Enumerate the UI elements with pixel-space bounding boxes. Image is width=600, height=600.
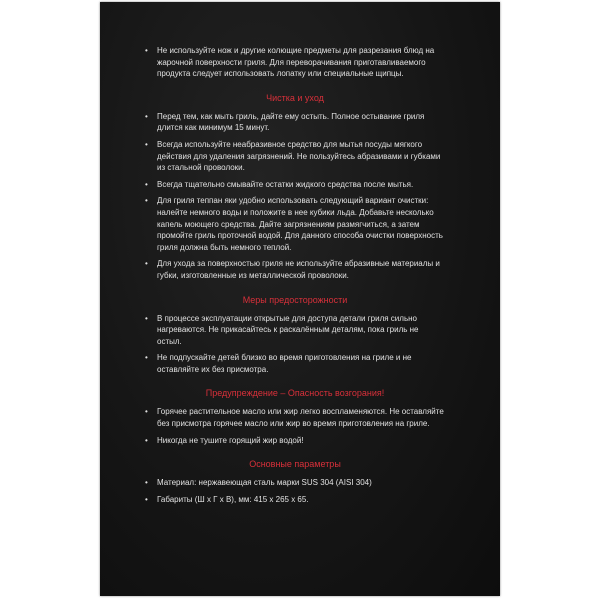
list-item: • Перед тем, как мыть гриль, дайте ему остыть. Полное остывание гриля длится как минимум 15 минут. [145,111,425,133]
list-item: • В процессе эксплуатации открытые для доступа детали гриля сильно нагреваются. Не прикасайтесь к раскалённым деталям, пока гриль не остыл. [145,313,419,346]
specs-list [145,477,445,505]
bullet-icon: • [145,259,148,269]
list-item: • Не используйте нож и другие колющие предметы для разрезания блюд на жарочной поверхности гриля. Для переворачивания приготавливаемого продукта следует использовать лопатку или специальные щипцы. [145,46,435,79]
list-item: • Никогда не тушите горящий жир водой! [145,435,304,445]
bullet-icon: • [145,139,148,149]
list-item: • Для ухода за поверхностью гриля не используйте абразивные материалы и губки, изготовленные из металлической проволоки. [145,259,440,280]
bullet-icon: • [145,179,148,189]
list-item: • Горячее растительное масло или жир легко воспламеняются. Не оставляйте без присмотра горячее масло или жир во время приготовления на гриле. [145,407,444,429]
section-title-specs: Основные параметры [249,459,341,470]
cleaning-list [145,111,445,282]
bullet-icon: • [145,478,148,488]
section-title-cleaning: Чистка и уход [266,92,324,103]
bullet-icon: • [145,313,148,323]
bullet-icon: • [145,407,148,417]
list-item: • Для гриля теппан яки удобно использовать следующий вариант очистки: налейте немного воды и положите в нее кубики льда. Добавьте несколько капель моющего средства. Дайте загрязнениям размягчиться, а затем промойте гриль проточной водой. Для данного способа очистки поверхность гриля должна быть немного теплой. [145,196,443,252]
bullet-icon: • [145,196,148,206]
list-item: • Всегда используйте неабразивное средство для мытья посуды мягкого действия для удаления загрязнений. Не пользуйтесь абразивами и губками из стальной проволоки. [145,139,441,173]
bullet-icon: • [145,435,148,445]
list-item: • Всегда тщательно смывайте остатки жидкого средства после мытья. [145,179,414,189]
leaflet-content [145,45,445,510]
list-item: • Не подпускайте детей близко во время приготовления на гриле и не оставляйте их без присмотра. [145,353,412,374]
bullet-icon: • [145,111,148,121]
fire-warning-list [145,406,445,446]
instruction-leaflet [100,2,500,596]
list-item: • Габариты (Ш х Г х В), мм: 415 х 265 х 65. [145,494,309,504]
bullet-icon: • [145,353,148,363]
bullet-icon: • [145,46,148,55]
section-title-fire-warning: Предупреждение – Опасность возгорания! [205,388,385,399]
section-title-precautions: Меры предосторожности [242,294,348,305]
bullet-icon: • [145,494,148,504]
list-item: • Материал: нержавеющая сталь марки SUS 304 (AISI 304) [145,478,372,488]
precautions-list [145,313,445,376]
intro-list [145,45,445,80]
